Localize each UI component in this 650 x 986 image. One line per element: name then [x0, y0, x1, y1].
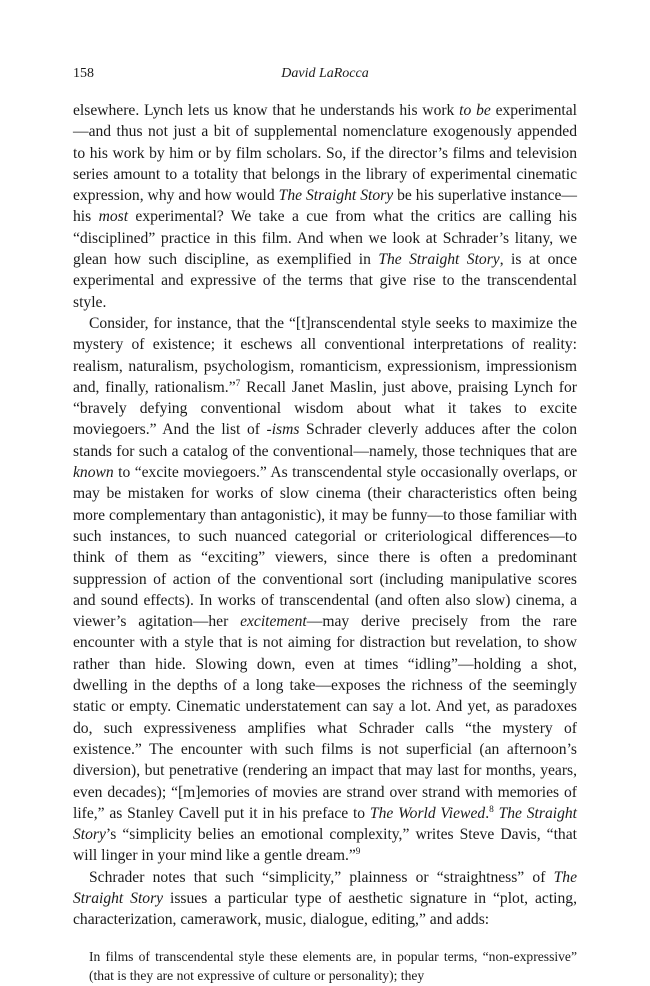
- text-run: to “excite moviegoers.” As transcendental style occasionally overlaps, or may be mistaken for works of slow cinema (their characteristics often being more complementary than antagonistic), it may be funny—to those familiar with such instances, to such nuanced categorial or criteriological differences—to think of them as “exciting” viewers, since there is often a predominant suppression of action of the conventional sort (including manipulative scores and sound effects). In works of transcendental (and often also slow) cinema, a viewer’s agitation—her: [73, 464, 577, 631]
- film-title: The Straight Story: [278, 187, 394, 205]
- text-run: experimental—and thus not just a bit of supplemental nomenclature exogenously appended to his work by him or by film scholars. So, if the director’s films and television series amount to a totality that belongs in the library of experimental cinematic expression, why and how would: [73, 102, 577, 205]
- footnote-ref: 9: [355, 847, 361, 858]
- text-run: Schrader notes that such “simplicity,” plainness or “straightness” of: [89, 868, 554, 886]
- body-text: [73, 100, 577, 931]
- block-quote-text: In films of transcendental style these elements are, in popular terms, “non-expressive” (that is they are not expressive of culture or personality); they: [89, 948, 577, 984]
- paragraph-2: [73, 313, 577, 867]
- paragraph-1: [73, 100, 577, 313]
- footnote-ref: 8: [489, 804, 494, 815]
- text-run: be his superlative instance—his: [73, 187, 578, 226]
- emphasis: excitement: [240, 613, 307, 631]
- text-run: , is at once experimental and expressive of the terms that give rise to the transcendental style.: [73, 251, 578, 311]
- text-run: elsewhere. Lynch lets us know that he understands his work: [73, 102, 460, 119]
- emphasis: -isms: [266, 421, 300, 439]
- text-run: ’s “simplicity belies an emotional complexity,” writes Steve Davis, “that will linger in your mind like a gentle dream.”: [73, 826, 577, 865]
- text-run: —may derive precisely from the rare encounter with a style that is not aiming for distraction but revelation, to show rather than hide. Slowing down, even at times “idling”—holding a shot, dwelling in the depths of a long take—exposes the richness of the seemingly static or empty. Cinematic understatement can say a lot. And yet, as paradoxes do, such expressiveness amplifies what Schrader calls “the mystery of existence.” The encounter with such films is not superficial (an afternoon’s diversion), but penetrative (rendering an impact that may last for months, years, even decades); “[m]emories of movies are strand over strand with memories of life,” as Stanley Cavell put it in his preface to: [73, 613, 577, 822]
- block-quote: [89, 947, 577, 986]
- film-title: The Straight Story: [73, 868, 577, 907]
- film-title: The Straight Story: [378, 251, 500, 269]
- text-run: .: [485, 804, 490, 822]
- emphasis: most: [98, 208, 129, 226]
- text-run: Schrader cleverly adduces after the colon stands for such a catalog of the conventional—namely, those techniques that are: [73, 421, 577, 460]
- text-run: experimental? We take a cue from what the critics are calling his “disciplined” practice in this film. And when we look at Schrader’s litany, we glean how such discipline, as exemplified in: [73, 208, 577, 269]
- paragraph-3: [73, 867, 577, 931]
- book-page: [73, 66, 577, 986]
- text-run: issues a particular type of aesthetic signature in “plot, acting, characterization, camerawork, music, dialogue, editing,” and adds:: [73, 889, 577, 929]
- book-title: The World Viewed: [369, 804, 486, 822]
- page-number: 158: [73, 66, 94, 81]
- footnote-ref: 7: [235, 378, 241, 389]
- running-title: David LaRocca: [281, 66, 369, 81]
- emphasis: to be: [459, 102, 491, 119]
- running-head: [73, 66, 577, 88]
- emphasis: known: [73, 464, 114, 482]
- film-title: The Straight Story: [73, 804, 578, 844]
- text-run: Consider, for instance, that the “[t]ranscendental style seeks to maximize the mystery of existence; it eschews all conventional interpretations of reality: realism, naturalism, psychologism, romanticism, expressionism, impressionism and, finally, rationalism.”: [73, 314, 577, 396]
- text-run: Recall Janet Maslin, just above, praising Lynch for “bravely defying conventional wisdom about what it takes to excite moviegoers.” And the list of: [73, 378, 577, 439]
